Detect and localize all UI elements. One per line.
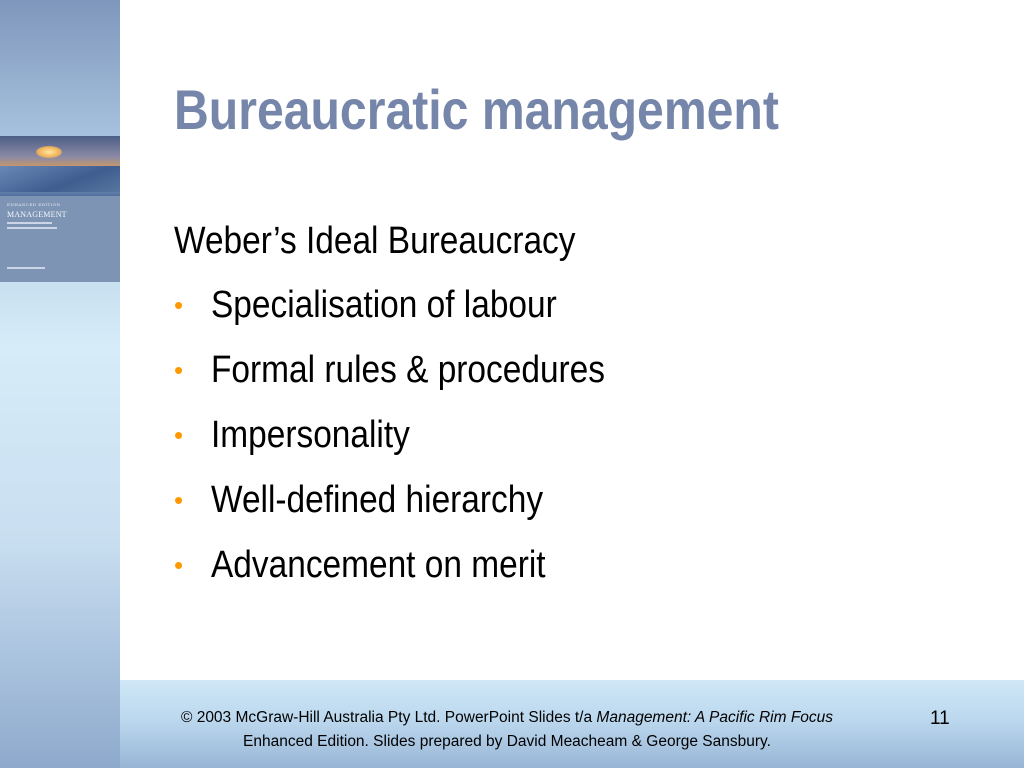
bullet-item (174, 542, 659, 607)
body-heading: Weber’s Ideal Bureaucracy (174, 220, 576, 262)
cover-sun (36, 146, 62, 158)
slide-number: 11 (930, 708, 950, 729)
cover-title: MANAGEMENT (7, 210, 67, 219)
slide-title: Bureaucratic management (174, 78, 779, 141)
cover-series-label: ENHANCED EDITION (7, 202, 61, 207)
cover-subtitle-line (7, 222, 52, 224)
footer-credits-line: Enhanced Edition. Slides prepared by David Meacheam & George Sansbury. (243, 733, 771, 750)
bullet-item (174, 282, 659, 347)
bullet-text: Formal rules & procedures (211, 349, 606, 391)
cover-sunset-photo (0, 136, 120, 196)
cover-publisher-line (7, 267, 45, 269)
footer-copyright-prefix: © 2003 McGraw-Hill Australia Pty Ltd. PowerPoint Slides t/a (180, 709, 597, 726)
bullet-icon: • (174, 355, 184, 385)
footer-copyright-line (122, 709, 892, 727)
side-decoration-strip (0, 0, 120, 768)
bullet-text: Advancement on merit (211, 544, 546, 586)
footer-book-title: Management: A Pacific Rim Focus (596, 709, 834, 726)
bullet-icon: • (174, 485, 184, 515)
bullet-item (174, 477, 659, 542)
bullet-icon: • (174, 550, 184, 580)
cover-author-line (7, 227, 57, 229)
bullet-text: Impersonality (211, 414, 410, 456)
bullet-item (174, 412, 659, 477)
bullet-text: Well-defined hierarchy (211, 479, 544, 521)
bullet-item (174, 347, 659, 412)
bullet-icon: • (174, 290, 184, 320)
bullet-text: Specialisation of labour (211, 284, 557, 326)
book-cover-image (0, 136, 120, 282)
bullet-icon: • (174, 420, 184, 450)
bullet-list (174, 282, 659, 607)
cover-water (0, 166, 120, 192)
